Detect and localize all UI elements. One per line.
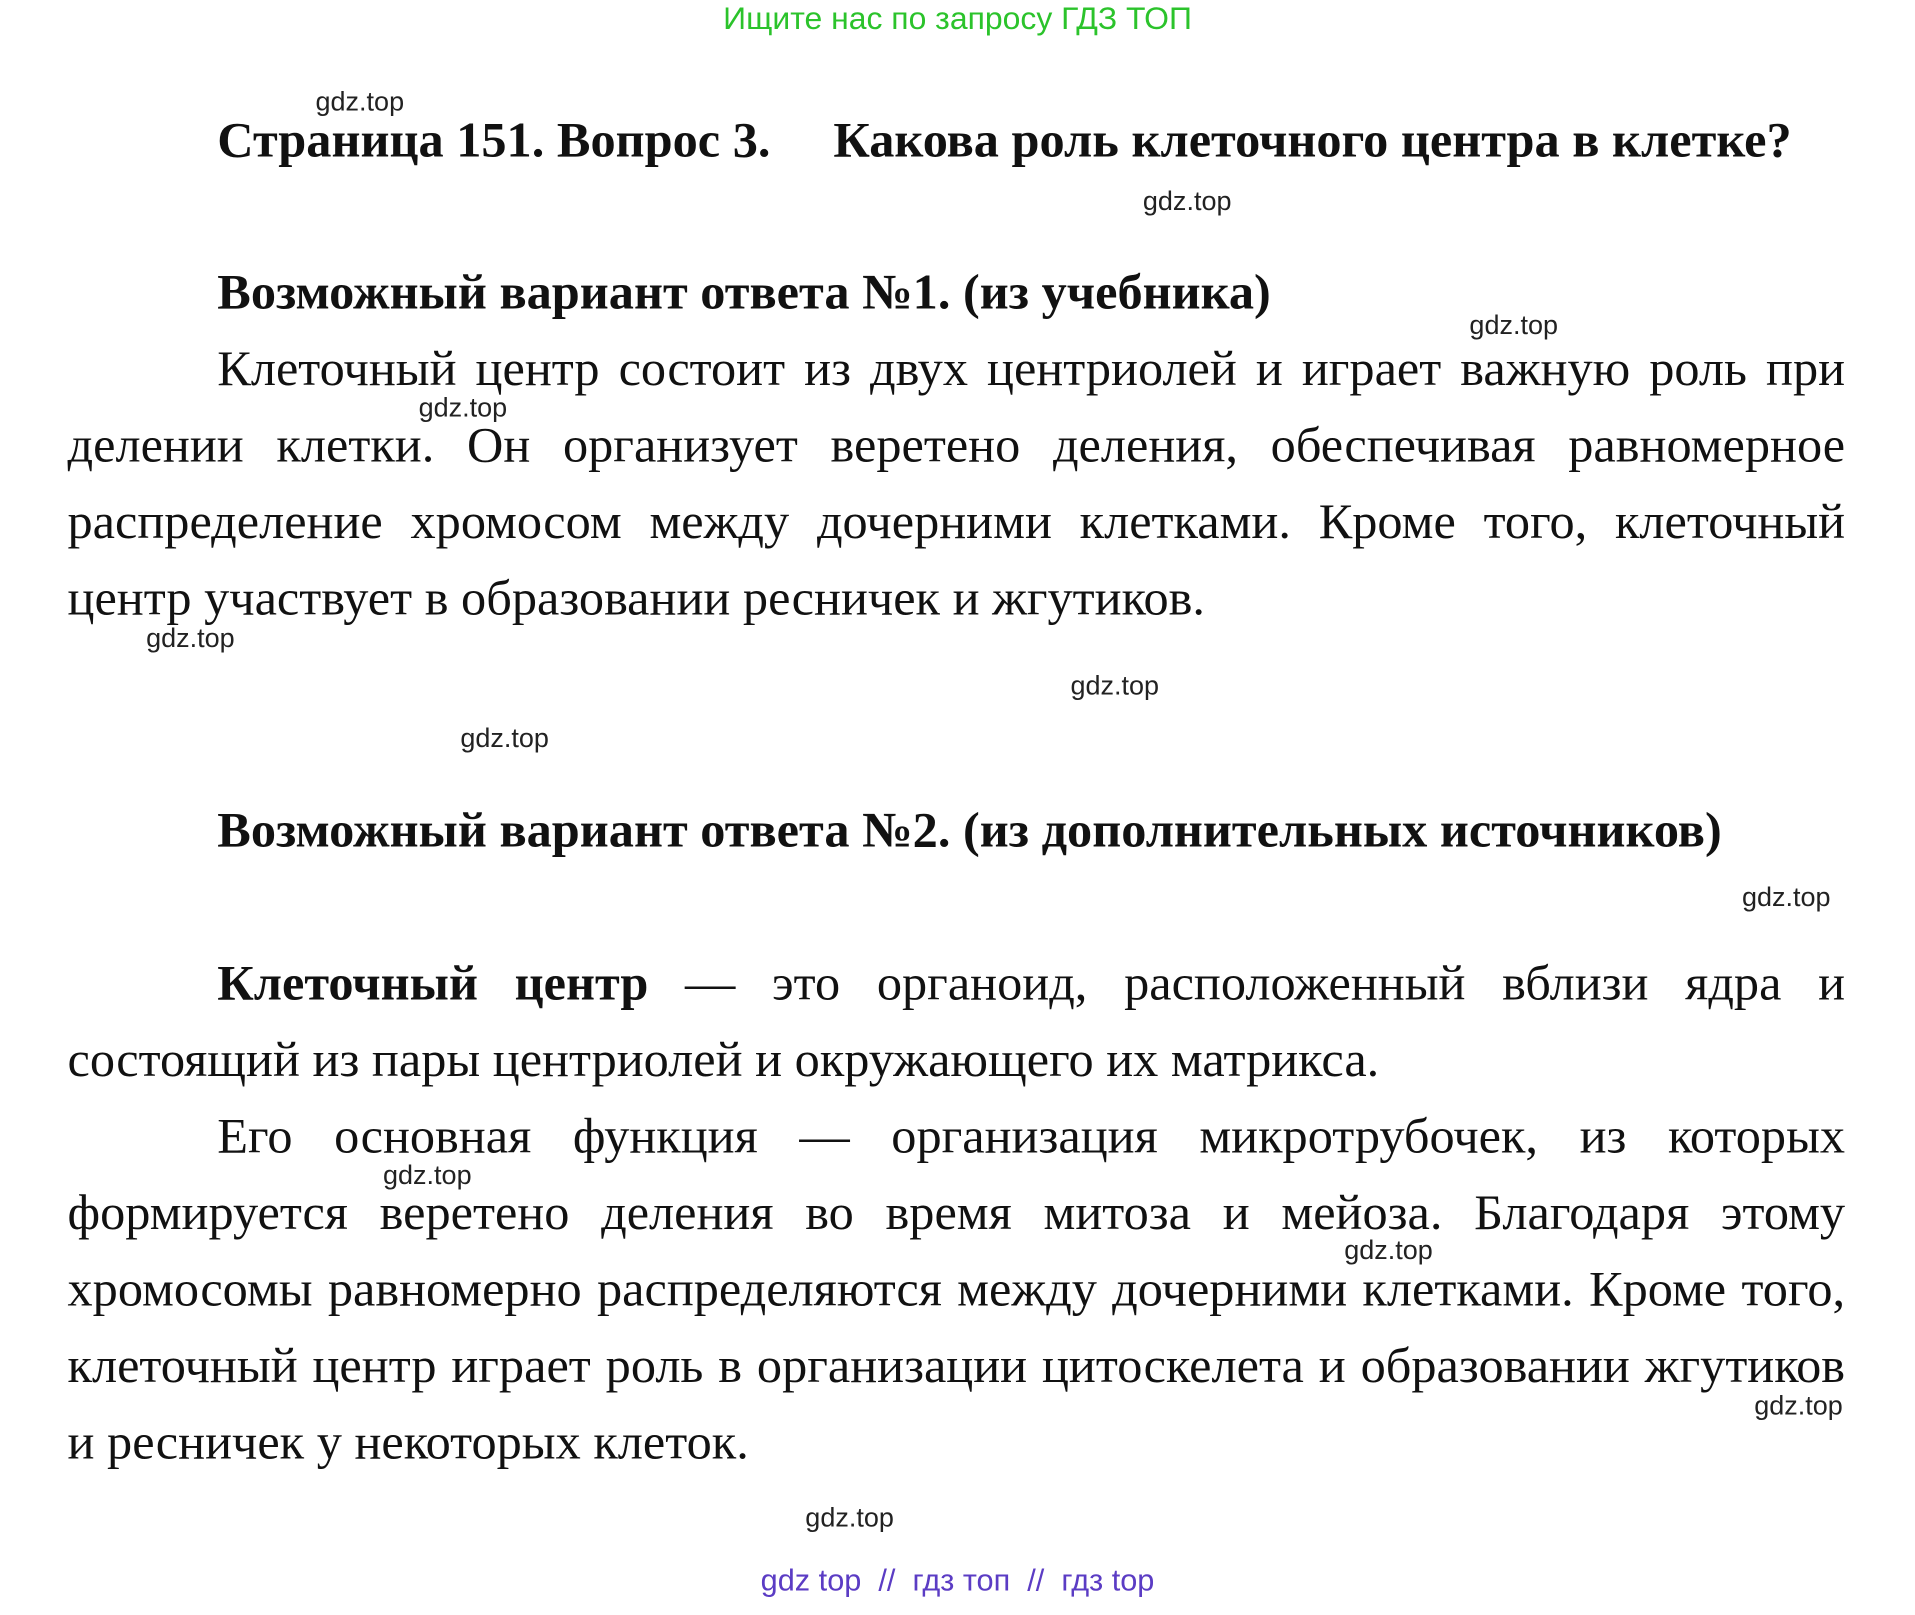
search-hint-banner: Ищите нас по запросу ГДЗ ТОП [723,0,1192,37]
answer1-body: Клеточный центр состоит из двух центриолей и играет важную роль при делении клетки. Он организует веретено деления, обеспечивая равномерное распределение хромосом между дочерними клетками. Кроме того, клеточный центр участвует в образовании ресничек и жгутиков. [67,340,1846,626]
watermark: gdz.top [418,392,508,423]
watermark: gdz.top [315,86,405,117]
answer2-definition [68,945,1846,1098]
watermark: gdz.top [805,1502,894,1533]
question-number: Страница 151. Вопрос 3. [217,111,771,168]
question-text: Какова роль клеточного центра в клетке? [833,111,1792,168]
watermark: gdz.top [383,1159,472,1191]
watermark: gdz.top [1070,670,1160,701]
footer-links: gdz top // гдз топ // гдз top [760,1564,1155,1599]
answer2-heading: Возможный вариант ответа №2. (из дополнительных источников) [217,801,1722,858]
watermark: gdz.top [1344,1234,1433,1266]
answer2-body: Его основная функция — организация микротрубочек, из которых формируется веретено деления во время митоза и мейоза. Благодаря этому хромосомы равномерно распределяются между дочерними клетками. Кроме того, клеточный центр играет роль в организации цитоскелета и образовании жгутиков и ресничек у некоторых клеток. [67,1107,1846,1470]
definition-text: — это органоид, расположенный вблизи ядра и состоящий из пары центриолей и окружающего их матрикса. [67,954,1846,1087]
watermark: gdz.top [1741,881,1831,912]
watermark: gdz.top [146,622,235,654]
watermark: gdz.top [460,722,549,753]
term: Клеточный центр [217,954,649,1011]
answer1-heading: Возможный вариант ответа №1. (из учебника) [217,263,1271,320]
watermark: gdz.top [1754,1390,1843,1421]
watermark: gdz.top [1469,309,1559,341]
watermark: gdz.top [1142,185,1232,217]
